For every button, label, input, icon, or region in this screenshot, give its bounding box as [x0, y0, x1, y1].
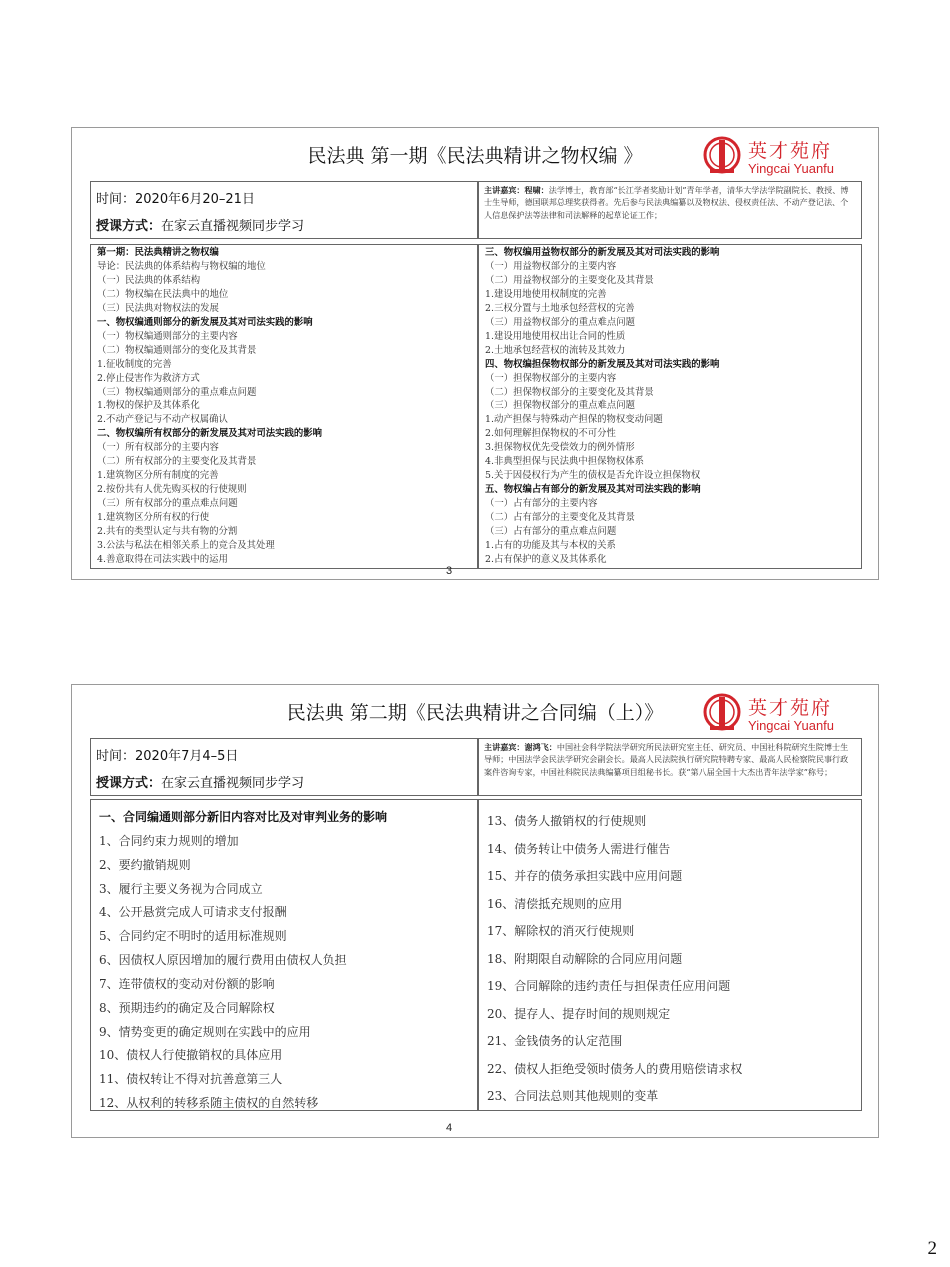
session-info	[90, 181, 478, 239]
list-item: （二）占有部分的主要变化及其背景	[485, 512, 636, 524]
list-item: 8、预期违约的确定及合同解除权	[99, 1000, 275, 1015]
logo-text-cn: 英才苑府	[748, 697, 833, 719]
list-item: 1.占有的功能及其与本权的关系	[485, 540, 616, 552]
list-item: 2.占有保护的意义及其体系化	[485, 553, 607, 565]
speaker-bio: 中国社会科学院法学研究所民法研究室主任、研究员、中国社科院研究生院博士生导师；中国法学会民法学研究会副会长。最高人民法院执行研究院特聘专家、最高人民检察院民事行政案件咨询专家，中国社科院民法典编纂项目组秘书长。获“第八届全国十大杰出青年法学家”称号；	[484, 742, 849, 777]
logo-text-en: Yingcai Yuanfu	[748, 718, 835, 733]
list-item: 17、解除权的消灭行使规则	[487, 924, 635, 938]
list-item: 13、债务人撤销权的行使规则	[487, 814, 647, 828]
list-item: 4.非典型担保与民法典中担保物权体系	[485, 456, 644, 468]
list-item: 6、因债权人原因增加的履行费用由债权人负担	[99, 953, 347, 968]
outline-list	[91, 245, 477, 567]
list-item: 4.善意取得在司法实践中的运用	[97, 553, 228, 565]
list-item: （三）民法典对物权法的发展	[97, 302, 219, 314]
session-time: 时间：2020年7月4–5日	[96, 749, 239, 764]
list-item: 2.土地承包经营权的流转及其效力	[485, 344, 626, 356]
section-heading: 一、物权编通则部分的新发展及其对司法实践的影响	[97, 316, 313, 328]
list-item: （一）民法典的体系结构	[97, 274, 201, 286]
list-item: 20、提存人、提存时间的规则规定	[487, 1006, 671, 1021]
list-item: 14、债务转让中债务人需进行催告	[487, 841, 671, 856]
list-item: 12、从权利的转移系随主债权的自然转移	[99, 1096, 319, 1111]
list-item: （二）担保物权部分的主要变化及其背景	[485, 386, 654, 398]
logo	[702, 689, 842, 741]
list-item: （二）所有权部分的主要变化及其背景	[97, 456, 257, 468]
list-item: （三）所有权部分的重点难点问题	[97, 498, 238, 510]
page-number: 2	[927, 1238, 937, 1259]
logo-text-cn: 英才苑府	[748, 140, 833, 162]
section-heading: 一、合同编通则部分新旧内容对比及对审判业务的影响	[99, 810, 388, 824]
list-item: 15、并存的债务承担实践中应用问题	[487, 869, 683, 883]
list-item: 1.建设用地使用权出让合同的性质	[485, 330, 626, 342]
slide-number: 3	[446, 565, 453, 577]
logo-mark-icon	[702, 691, 742, 735]
list-item: 1.征收制度的完善	[97, 358, 172, 370]
list-item: （三）物权编通则部分的重点难点问题	[97, 386, 257, 398]
list-item: （一）占有部分的主要内容	[485, 498, 598, 510]
speaker-bio: 法学博士，教育部“长江学者奖励计划”青年学者，清华大学法学院副院长、教授、博士生导师，德国联邦总理奖获得者。先后参与民法典编纂以及物权法、侵权责任法、不动产登记法、个人信息保护法等法律和司法解释的起草论证工作；	[484, 185, 849, 220]
speaker-lead: 主讲嘉宾：谢鸿飞：	[484, 742, 557, 752]
mode-label: 授课方式：	[96, 219, 162, 234]
list-item: 1.建筑物区分所有制度的完善	[97, 470, 219, 482]
section-heading: 四、物权编担保物权部分的新发展及其对司法实践的影响	[485, 358, 720, 370]
logo-mark-icon	[702, 134, 742, 178]
slide-title: 民法典 第一期《民法典精讲之物权编 》	[307, 145, 643, 167]
speaker-info	[478, 181, 862, 239]
mode-value: 在家云直播视频同步学习	[161, 219, 305, 234]
logo-text-en: Yingcai Yuanfu	[748, 161, 835, 176]
mode-value: 在家云直播视频同步学习	[161, 776, 305, 791]
list-item: 5.关于因侵权行为产生的债权是否允许设立担保物权	[485, 470, 701, 482]
list-item: 21、金钱债务的认定范围	[487, 1034, 623, 1048]
list-item: （一）用益物权部分的主要内容	[485, 260, 617, 272]
list-item: 1.建筑物区分所有权的行使	[97, 512, 210, 524]
list-item: （三）占有部分的重点难点问题	[485, 526, 617, 538]
outline-list	[479, 245, 861, 567]
speaker-info	[478, 738, 862, 796]
list-item: 1.物权的保护及其体系化	[97, 400, 200, 412]
session-mode	[96, 772, 304, 791]
list-item: 2.停止侵害作为救济方式	[97, 372, 200, 384]
list-item: 10、债权人行使撤销权的具体应用	[99, 1048, 283, 1063]
list-item: 3、履行主要义务视为合同成立	[99, 881, 263, 896]
list-item: （二）物权编通则部分的变化及其背景	[97, 344, 257, 356]
list-item: （三）用益物权部分的重点难点问题	[485, 316, 636, 328]
session-time: 时间：2020年6月20–21日	[96, 192, 255, 207]
section-heading: 五、物权编占有部分的新发展及其对司法实践的影响	[485, 484, 701, 496]
outline-list	[479, 800, 861, 1111]
list-item: （二）用益物权部分的主要变化及其背景	[485, 274, 654, 286]
session-info	[90, 738, 478, 796]
list-item: 4、公开悬赏完成人可请求支付报酬	[99, 905, 287, 920]
outline-right	[478, 799, 862, 1111]
slide-4	[71, 684, 879, 1138]
list-item: 2、要约撤销规则	[99, 857, 191, 872]
outline-right	[478, 244, 862, 569]
list-item: 3.公法与私法在相邻关系上的竞合及其处理	[97, 540, 275, 552]
list-item: 1.建设用地使用权制度的完善	[485, 288, 607, 300]
outline-list	[91, 800, 477, 1111]
list-item: （一）物权编通则部分的主要内容	[97, 330, 238, 342]
section-heading: 三、物权编用益物权部分的新发展及其对司法实践的影响	[485, 247, 720, 258]
logo	[702, 132, 842, 184]
list-item: 导论：民法典的体系结构与物权编的地位	[97, 260, 266, 272]
list-item: 2.三权分置与土地承包经营权的完善	[485, 302, 635, 314]
list-item: 2.不动产登记与不动产权属确认	[97, 414, 228, 426]
list-item: （二）物权编在民法典中的地位	[97, 288, 229, 300]
list-item: 16、清偿抵充规则的应用	[487, 896, 623, 911]
list-item: （三）担保物权部分的重点难点问题	[485, 400, 636, 412]
slide-title: 民法典 第二期《民法典精讲之合同编（上）》	[286, 702, 664, 724]
list-item: 9、情势变更的确定规则在实践中的应用	[99, 1024, 311, 1039]
list-item: 2.按份共有人优先购买权的行使规则	[97, 484, 247, 496]
outline-left	[90, 799, 478, 1111]
list-item: 11、债权转让不得对抗善意第三人	[99, 1072, 283, 1087]
list-item: 22、债权人拒绝受领时债务人的费用赔偿请求权	[487, 1061, 743, 1076]
mode-label: 授课方式：	[96, 776, 162, 791]
list-item: 23、合同法总则其他规则的变革	[487, 1089, 659, 1103]
list-item: 2.如何理解担保物权的不可分性	[485, 428, 616, 440]
session-mode	[96, 215, 304, 234]
list-item: 3.担保物权优先受偿效力的例外情形	[485, 442, 635, 454]
list-item: 19、合同解除的违约责任与担保责任应用问题	[487, 979, 731, 993]
list-item: 1.动产担保与特殊动产担保的物权变动问题	[485, 414, 663, 426]
slide-number: 4	[446, 1122, 453, 1134]
list-item: 7、连带债权的变动对份额的影响	[99, 976, 275, 991]
section-heading: 第一期：民法典精讲之物权编	[97, 247, 219, 258]
slide-3	[71, 127, 879, 580]
outline-left	[90, 244, 478, 569]
list-item: 18、附期限自动解除的合同应用问题	[487, 951, 683, 966]
list-item: 2.共有的类型认定与共有物的分割	[97, 526, 238, 538]
list-item: （一）所有权部分的主要内容	[97, 442, 219, 454]
list-item: 5、合同约定不明时的适用标准规则	[99, 929, 287, 944]
list-item: （一）担保物权部分的主要内容	[485, 372, 617, 384]
speaker-lead: 主讲嘉宾：程啸：	[484, 185, 549, 195]
list-item: 1、合同约束力规则的增加	[99, 833, 239, 848]
section-heading: 二、物权编所有权部分的新发展及其对司法实践的影响	[97, 428, 323, 440]
